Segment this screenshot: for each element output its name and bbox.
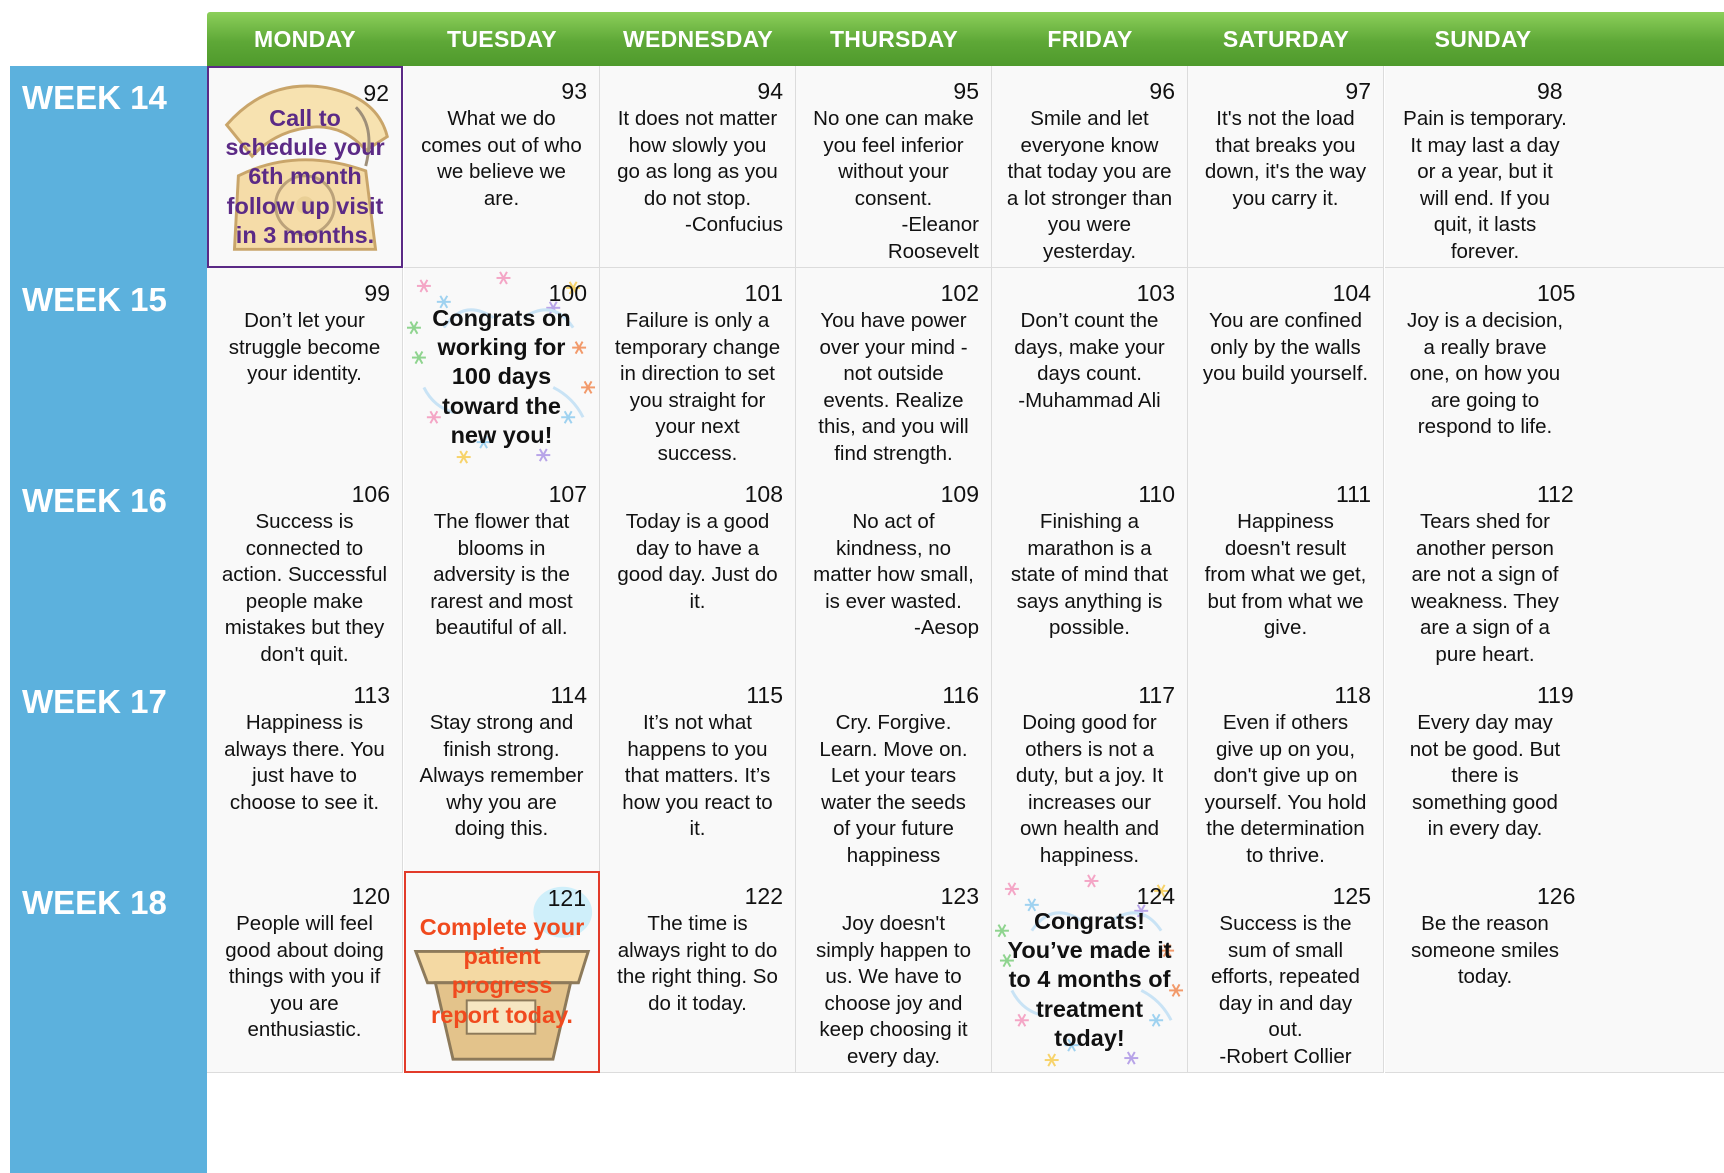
quote-text: Joy is a decision, a really brave one, on how you are going to respond to life. bbox=[1406, 309, 1564, 439]
day-number: 123 bbox=[940, 883, 979, 909]
quote-text: Success is the sum of small efforts, repeated day in and day out. -Robert Collier bbox=[1211, 912, 1360, 1068]
day-number: 110 bbox=[1138, 481, 1175, 507]
day-cell bbox=[600, 66, 796, 268]
day-number: 114 bbox=[550, 682, 587, 708]
day-cell bbox=[207, 66, 403, 268]
day-cell bbox=[1188, 268, 1384, 470]
day-number: 101 bbox=[744, 280, 783, 306]
day-number: 103 bbox=[1136, 280, 1175, 306]
quote-author: -Confucius bbox=[685, 213, 783, 237]
milestone-message: Congrats! You’ve made it to 4 months of treatment today! bbox=[1007, 908, 1172, 1051]
day-cell bbox=[1188, 66, 1384, 268]
day-cell bbox=[600, 268, 796, 470]
day-cell bbox=[992, 66, 1188, 268]
day-cell bbox=[404, 670, 600, 872]
quote-text: The time is always right to do the right thing. So do it today. bbox=[617, 912, 778, 1015]
day-cell bbox=[207, 268, 403, 470]
day-number: 125 bbox=[1332, 883, 1371, 909]
day-number: 119 bbox=[1537, 682, 1574, 708]
week-label-17: WEEK 17 bbox=[22, 683, 167, 720]
day-cell bbox=[1188, 871, 1384, 1073]
day-number: 117 bbox=[1138, 682, 1175, 708]
day-cell bbox=[1188, 670, 1384, 872]
day-cell bbox=[404, 66, 600, 268]
day-cell bbox=[796, 268, 992, 470]
day-header-sunday: SUNDAY bbox=[1434, 25, 1532, 52]
quote-text: Finishing a marathon is a state of mind that says anything is possible. bbox=[1010, 510, 1169, 640]
quote-text: Happiness is always there. You just have to choose to see it. bbox=[224, 711, 385, 814]
quote-text: Joy doesn't simply happen to us. We have to choose joy and keep choosing it every day. bbox=[816, 912, 971, 1068]
quote-text: Success is connected to action. Successful people make mistakes but they don't quit. bbox=[221, 510, 388, 666]
day-number: 96 bbox=[1149, 78, 1175, 104]
quote-text: No one can make you feel inferior without your consent. bbox=[813, 107, 974, 210]
day-header-monday: MONDAY bbox=[254, 25, 356, 52]
day-number: 92 bbox=[363, 80, 389, 106]
day-cell bbox=[992, 469, 1188, 671]
day-number: 112 bbox=[1537, 481, 1574, 507]
day-number: 99 bbox=[364, 280, 390, 306]
day-number: 116 bbox=[942, 682, 979, 708]
quote-text: Today is a good day to have a good day. Just do it. bbox=[617, 510, 778, 613]
day-cell bbox=[404, 268, 600, 470]
day-number: 122 bbox=[744, 883, 783, 909]
week-label-15: WEEK 15 bbox=[22, 281, 167, 318]
day-number: 109 bbox=[940, 481, 979, 507]
day-number: 118 bbox=[1334, 682, 1371, 708]
milestone-message: Call to schedule your 6th month follow up visit in 3 months. bbox=[225, 105, 385, 248]
day-cell bbox=[992, 871, 1188, 1073]
day-number: 124 bbox=[1136, 883, 1175, 909]
day-cell bbox=[992, 268, 1188, 470]
day-cell bbox=[1385, 66, 1724, 268]
quote-author: -Aesop bbox=[914, 616, 979, 640]
quote-text: Pain is temporary. It may last a day or a year, but it will end. If you quit, it lasts forever. bbox=[1403, 107, 1567, 263]
day-number: 107 bbox=[548, 481, 587, 507]
quote-text: Don’t let your struggle become your identity. bbox=[228, 309, 381, 386]
week-label-16: WEEK 16 bbox=[22, 482, 167, 519]
quote-text: Be the reason someone smiles today. bbox=[1410, 912, 1560, 989]
quote-text: It’s not what happens to you that matters. It’s how you react to it. bbox=[622, 711, 773, 841]
day-cell bbox=[404, 871, 600, 1073]
day-header-friday: FRIDAY bbox=[1047, 25, 1133, 52]
quote-text: Failure is only a temporary change in direction to set you straight for your next success. bbox=[614, 309, 781, 465]
quote-text: Tears shed for another person are not a sign of weakness. They are a sign of a pure heart. bbox=[1411, 510, 1559, 666]
day-cell bbox=[600, 871, 796, 1073]
day-number: 93 bbox=[561, 78, 587, 104]
milestone-message: Congrats on working for 100 days toward the new you! bbox=[432, 305, 571, 448]
day-number: 113 bbox=[353, 682, 390, 708]
day-cell bbox=[207, 871, 403, 1073]
day-number: 120 bbox=[351, 883, 390, 909]
day-cell bbox=[1188, 469, 1384, 671]
milestone-message: Complete your patient progress report today. bbox=[419, 914, 585, 1028]
day-number: 106 bbox=[351, 481, 390, 507]
quote-text: You have power over your mind - not outside events. Realize this, and you will find strength. bbox=[818, 309, 969, 465]
day-cell bbox=[796, 871, 992, 1073]
day-cell bbox=[1385, 268, 1724, 470]
day-header-tuesday: TUESDAY bbox=[447, 25, 557, 52]
week-label-18: WEEK 18 bbox=[22, 884, 167, 921]
quote-text: Cry. Forgive. Learn. Move on. Let your tears water the seeds of your future happiness bbox=[819, 711, 968, 867]
day-header-wednesday: WEDNESDAY bbox=[622, 25, 774, 52]
day-number: 97 bbox=[1345, 78, 1371, 104]
quote-text: Stay strong and finish strong. Always remember why you are doing this. bbox=[419, 711, 584, 841]
quote-text: Happiness doesn't result from what we get, but from what we give. bbox=[1204, 510, 1367, 640]
day-number: 121 bbox=[547, 885, 586, 911]
quote-text: It's not the load that breaks you down, it's the way you carry it. bbox=[1204, 107, 1367, 210]
week-column bbox=[10, 66, 207, 1173]
day-cell bbox=[796, 469, 992, 671]
day-cell bbox=[796, 670, 992, 872]
day-number: 95 bbox=[953, 78, 979, 104]
day-cell bbox=[600, 670, 796, 872]
quote-text: Even if others give up on you, don't give up on yourself. You hold the determination to thrive. bbox=[1204, 711, 1367, 867]
day-number: 105 bbox=[1537, 280, 1576, 306]
day-cell bbox=[1385, 670, 1724, 872]
quote-text: No act of kindness, no matter how small, is ever wasted. bbox=[813, 510, 974, 613]
day-cell bbox=[1385, 871, 1724, 1073]
day-number: 126 bbox=[1537, 883, 1576, 909]
day-cell bbox=[600, 469, 796, 671]
quote-text: The flower that blooms in adversity is the rarest and most beautiful of all. bbox=[430, 510, 573, 640]
quote-text: Smile and let everyone know that today you are a lot stronger than you were yesterday. bbox=[1006, 107, 1173, 263]
quote-text: People will feel good about doing things with you if you are enthusiastic. bbox=[225, 912, 384, 1042]
week-label-14: WEEK 14 bbox=[22, 79, 167, 116]
day-number: 102 bbox=[940, 280, 979, 306]
day-number: 98 bbox=[1537, 78, 1563, 104]
quote-text: Don’t count the days, make your days count. -Muhammad Ali bbox=[1014, 309, 1165, 412]
quote-text: Doing good for others is not a duty, but a joy. It increases our own health and happiness. bbox=[1015, 711, 1164, 867]
day-cell bbox=[404, 469, 600, 671]
quote-text: Every day may not be good. But there is something good in every day. bbox=[1409, 711, 1561, 841]
day-number: 115 bbox=[746, 682, 783, 708]
day-cell bbox=[992, 670, 1188, 872]
day-number: 104 bbox=[1332, 280, 1371, 306]
day-header-saturday: SATURDAY bbox=[1222, 25, 1350, 52]
day-number: 111 bbox=[1336, 481, 1371, 507]
day-cell bbox=[1385, 469, 1724, 671]
day-number: 100 bbox=[548, 280, 587, 306]
quote-text: You are confined only by the walls you build yourself. bbox=[1202, 309, 1369, 386]
day-header-thursday: THURSDAY bbox=[829, 25, 959, 52]
quote-author: -Eleanor Roosevelt bbox=[887, 213, 979, 263]
quote-text: It does not matter how slowly you go as long as you do not stop. bbox=[617, 107, 778, 210]
day-cell bbox=[207, 670, 403, 872]
quote-text: What we do comes out of who we believe we are. bbox=[421, 107, 582, 210]
day-number: 108 bbox=[744, 481, 783, 507]
day-cell bbox=[796, 66, 992, 268]
day-number: 94 bbox=[757, 78, 783, 104]
day-cell bbox=[207, 469, 403, 671]
